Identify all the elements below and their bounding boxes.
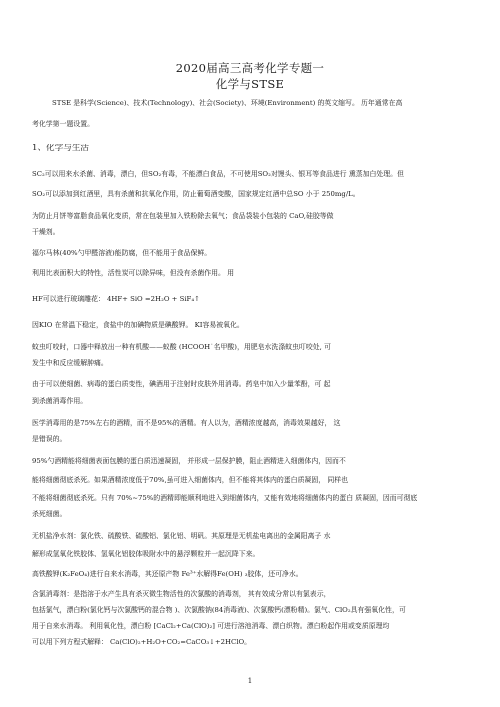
document-title: 2020届高三高考化学专题一 <box>175 61 325 75</box>
paragraph-line: 无机盐净水剂：氯化铁、硫酸铁、硫酸铝、氯化铝、明矾。其原理是无机盐电离出的金属阳离子 水 <box>32 532 331 540</box>
paragraph-line: 解形成氢氧化铁胶体、氢氧化铝胶体吸附水中的悬浮颗粒并一起沉降下来。 <box>32 550 260 558</box>
paragraph-line: 到杀菌消毒作用。 <box>32 397 88 405</box>
page-number: 1 <box>247 677 253 685</box>
document-subtitle: 化学与STSE <box>215 77 285 91</box>
paragraph-line: HF可以进行玻璃雕花： 4HF+ SiO =2H₂O + SiF₄↑ <box>32 295 200 303</box>
paragraph-line: 95%勺酒精能将细菌表面包膜的蛋白质迅速凝固， 并形成一层保护膜，阻止酒精进入细菌体内，因而不 <box>32 457 346 465</box>
paragraph-line: 干燥剂。 <box>32 228 60 236</box>
section-heading: 1、化学与生活 <box>32 144 90 153</box>
paragraph-line: 能将细菌彻底杀死。如果酒精浓度低于70%,虽可进入细菌体内，但不能将其体内的蛋白质凝固， 同样也 <box>32 476 348 484</box>
paragraph-line: 由于可以使细菌、病毒的蛋白质变性，碘酒用于注射时皮肤外用消毒。药皂中加入少量苯酚，可 起 <box>32 380 331 388</box>
paragraph-line: 高铁酸钾(K₂FeO₄)进行自来水消毒，其还原产物 Fe³⁺水解得Fe(OH) ₃胶体，还可净水。 <box>32 570 303 578</box>
paragraph-line: 发生中和反应缓解肿痛。 <box>32 359 108 367</box>
paragraph-line: 蚊虫叮咬时，口器中释放出一种有机酸——蚁酸 (HCOOH˙名甲酸)，用肥皂水洗涤蚊虫叮咬处, 可 <box>32 343 331 351</box>
paragraph-line: 含氯消毒剂：是指溶于水产生具有杀灭微生物活性的次氯酸的消毒剂， 其有效成分常以有氯表示， <box>32 590 331 598</box>
paragraph-line: SO₂可以添加到红酒里，具有杀菌和抗氧化作用，防止葡萄酒变酸，国家规定红酒中总SO 小于 250mg/L。 <box>32 190 360 198</box>
paragraph-line: 为防止月饼等富脂食品氧化变质，常在包装里加入铁粉除去氧气；食品袋装小包装的 CaO,硅胶等做 <box>32 212 334 220</box>
paragraph-line: 是错误的。 <box>32 435 67 443</box>
paragraph-line: 包括氯气，漂白粉(氯化钙与次氯酸钙的混合物 )、次氯酸钠(84消毒液)、次氯酸钙(漂粉精)。氯气、ClO₂具有强氧化性，可 <box>32 606 406 614</box>
paragraph-line: 医学消毒用的是75%左右的酒精，而不是95%的酒精。有人以为，酒精浓度越高，消毒效果越好， 这 <box>32 419 341 427</box>
paragraph-line: 利用比表面积大的特性，活性炭可以除异味，但没有杀菌作用。 用 <box>32 269 235 277</box>
intro-line-2: 考化学第一题设置。 <box>32 120 95 128</box>
paragraph-line: SC₂可以用来水杀菌、消毒，漂白，但SO₂有毒，不能漂白食品，不可使用SO₂对馒头、银耳等食品进行 熏蒸加白处理。但 <box>32 170 404 178</box>
paragraph-line: 杀死细菌。 <box>32 510 67 518</box>
paragraph-line: 可以用下列方程式解释： Ca(ClO)₂+H₂O+CO₂=CaCO₃↓+2HClO。 <box>32 638 252 646</box>
paragraph-line: 用于自来水消毒。 利用氧化性，漂白粉 [CaCl₂+Ca(ClO)₂] 可进行溶池消毒、漂白织物。漂白粉起作用或变质原理均 <box>32 622 390 630</box>
intro-line-1: STSE 是科学(Science)、技术(Technology)、社会(Society)、环境(Environment) 的英文缩写。 历年通常在高 <box>52 99 403 107</box>
paragraph-line: 福尔马林(40%勺甲醛溶液)能防腐，但不能用于食品保鲜。 <box>32 249 212 257</box>
paragraph-line: 因KIO 在常温下稳定，食盐中的加碘物质是碘酸钾。 KI容易被氧化。 <box>32 321 244 329</box>
paragraph-line: 不能将细菌彻底杀死。只有 70%~75%的酒精即能顺利地进入到细菌体内，又能有效地将细菌体内的蛋白 质凝固，因而可彻底 <box>32 494 418 502</box>
